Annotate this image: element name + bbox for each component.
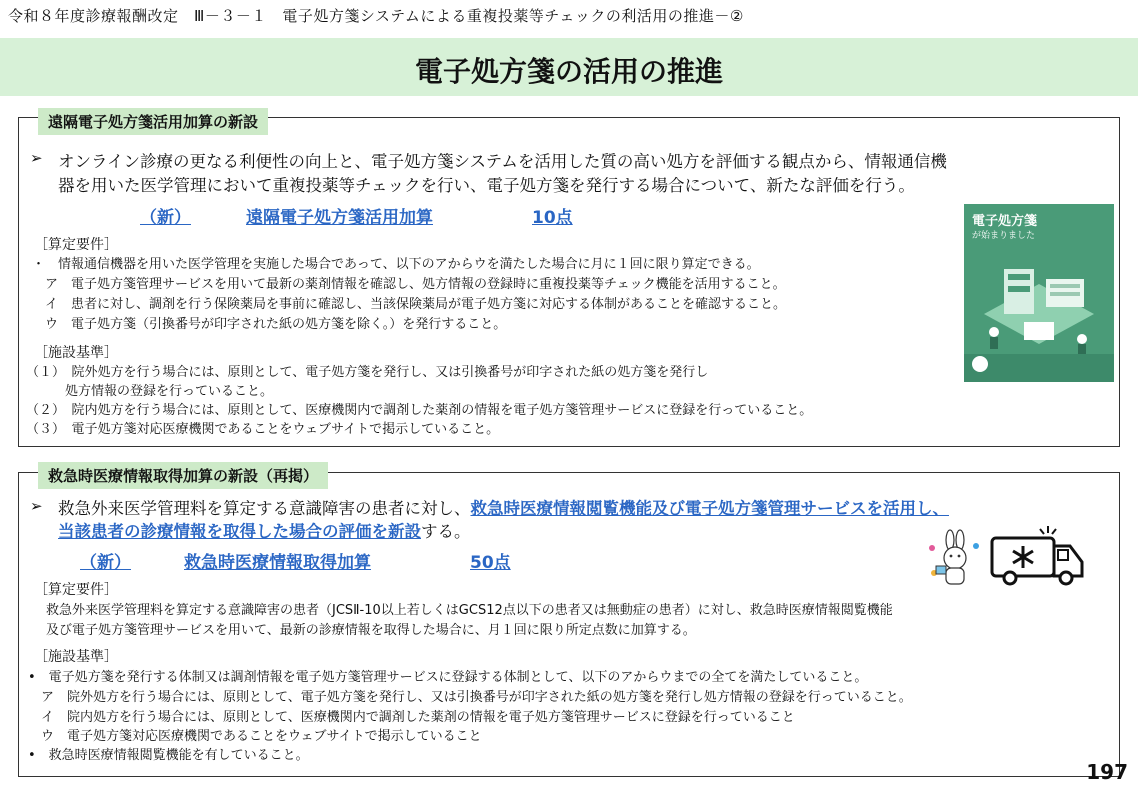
e-prescription-poster bbox=[964, 204, 1114, 382]
section1-tag: 遠隔電子処方箋活用加算の新設 bbox=[38, 108, 268, 135]
section1-fac-line: （２） 院内処方を行う場合には、原則として、医療機関内で調剤した薬剤の情報を電子処方箋管理サービスに登録を行っていること。 bbox=[26, 403, 813, 418]
arrow-bullet-icon: ➢ bbox=[30, 149, 43, 167]
section2-summary-end: する。 bbox=[421, 522, 471, 541]
section2-fac-line: ア 院外処方を行う場合には、原則として、電子処方箋を発行し、又は引換番号が印字された紙の処方箋を発行し処方情報の登録を行っていること。 bbox=[28, 690, 912, 705]
section1-fac-line: 処方情報の登録を行っていること。 bbox=[26, 384, 274, 399]
section2-summary-link2: 当該患者の診療情報を取得した場合の評価を新設 bbox=[58, 522, 421, 541]
section2-item-name: 救急時医療情報取得加算 bbox=[184, 553, 371, 573]
section2-req-line: 救急外来医学管理料を算定する意識障害の患者（JCSⅡ-10以上若しくはGCS12点以下の患者又は無動症の患者）に対し、救急時医療情報閲覧機能 bbox=[46, 603, 893, 618]
section2-fac-header: ［施設基準］ bbox=[34, 649, 118, 665]
poster-subtitle: が始まりました bbox=[972, 231, 1036, 241]
section1-summary-line2: 器を用いた医学管理において重複投薬等チェックを行い、電子処方箋を発行する場合について、新たな評価を行う。 bbox=[58, 176, 915, 195]
section2-summary-line2 bbox=[58, 518, 471, 542]
arrow-bullet-icon: ➢ bbox=[30, 497, 43, 515]
section2-points: 50点 bbox=[470, 553, 511, 573]
section2-summary-link1: 救急時医療情報閲覧機能及び電子処方箋管理サービスを活用し、 bbox=[470, 499, 949, 518]
section1-fac-line: （１） 院外処方を行う場合には、原則として、電子処方箋を発行し、又は引換番号が印字された紙の処方箋を発行し bbox=[26, 365, 709, 380]
section1-item-name: 遠隔電子処方箋活用加算 bbox=[246, 208, 433, 228]
poster-title: 電子処方箋 bbox=[972, 214, 1038, 229]
section2-summary-plain: 救急外来医学管理料を算定する意識障害の患者に対し、 bbox=[58, 499, 471, 518]
section2-fac-line: イ 院内処方を行う場合には、原則として、医療機関内で調剤した薬剤の情報を電子処方箋管理サービスに登録を行っていること bbox=[28, 710, 795, 725]
section2-fac-line: ウ 電子処方箋対応医療機関であることをウェブサイトで掲示していること bbox=[28, 729, 482, 744]
section2-req-line: 及び電子処方箋管理サービスを用いて、最新の診療情報を取得した場合に、月１回に限り所定点数に加算する。 bbox=[46, 623, 696, 638]
section1-req-line: イ 患者に対し、調剤を行う保険薬局を事前に確認し、当該保険薬局が電子処方箋に対応する体制があることを確認すること。 bbox=[32, 297, 787, 312]
section1-new-label: （新） bbox=[140, 208, 191, 228]
poster-illustration bbox=[964, 204, 1114, 382]
section1-fac-header: ［施設基準］ bbox=[34, 345, 118, 361]
section2-fac-line: • 救急時医療情報閲覧機能を有していること。 bbox=[28, 748, 309, 763]
section2-tag: 救急時医療情報取得加算の新設（再掲） bbox=[38, 462, 328, 489]
section1-req-line: ア 電子処方箋管理サービスを用いて最新の薬剤情報を確認し、処方情報の登録時に重複投薬等チェック機能を活用すること。 bbox=[32, 277, 786, 292]
section2-summary-line1 bbox=[58, 495, 949, 519]
section1-req-line: ウ 電子処方箋（引換番号が印字された紙の処方箋を除く。）を発行すること。 bbox=[32, 317, 507, 332]
section2-new-label: （新） bbox=[80, 553, 131, 573]
section2-req-header: ［算定要件］ bbox=[34, 582, 118, 598]
section1-fac-line: （３） 電子処方箋対応医療機関であることをウェブサイトで掲示していること。 bbox=[26, 422, 500, 437]
header-breadcrumb: 令和８年度診療報酬改定 Ⅲ－３－１ 電子処方箋システムによる重複投薬等チェックの利活用の推進－② bbox=[8, 7, 744, 25]
section1-summary-line1: オンライン診療の更なる利便性の向上と、電子処方箋システムを活用した質の高い処方を評価する観点から、情報通信機 bbox=[58, 152, 947, 171]
page-title: 電子処方箋の活用の推進 bbox=[414, 55, 723, 88]
section1-points: 10点 bbox=[532, 208, 573, 228]
section2-fac-line: • 電子処方箋を発行する体制又は調剤情報を電子処方箋管理サービスに登録する体制として、以下のアからウまでの全てを満たしていること。 bbox=[28, 670, 868, 685]
rabbit-mascot-icon bbox=[924, 528, 984, 588]
ambulance-icon bbox=[988, 524, 1088, 588]
section1-req-line: ・ 情報通信機器を用いた医学管理を実施した場合であって、以下のアからウを満たした場合に月に１回に限り算定できる。 bbox=[32, 257, 760, 272]
section1-req-header: ［算定要件］ bbox=[34, 237, 118, 253]
page-number: 197 bbox=[1086, 760, 1128, 784]
